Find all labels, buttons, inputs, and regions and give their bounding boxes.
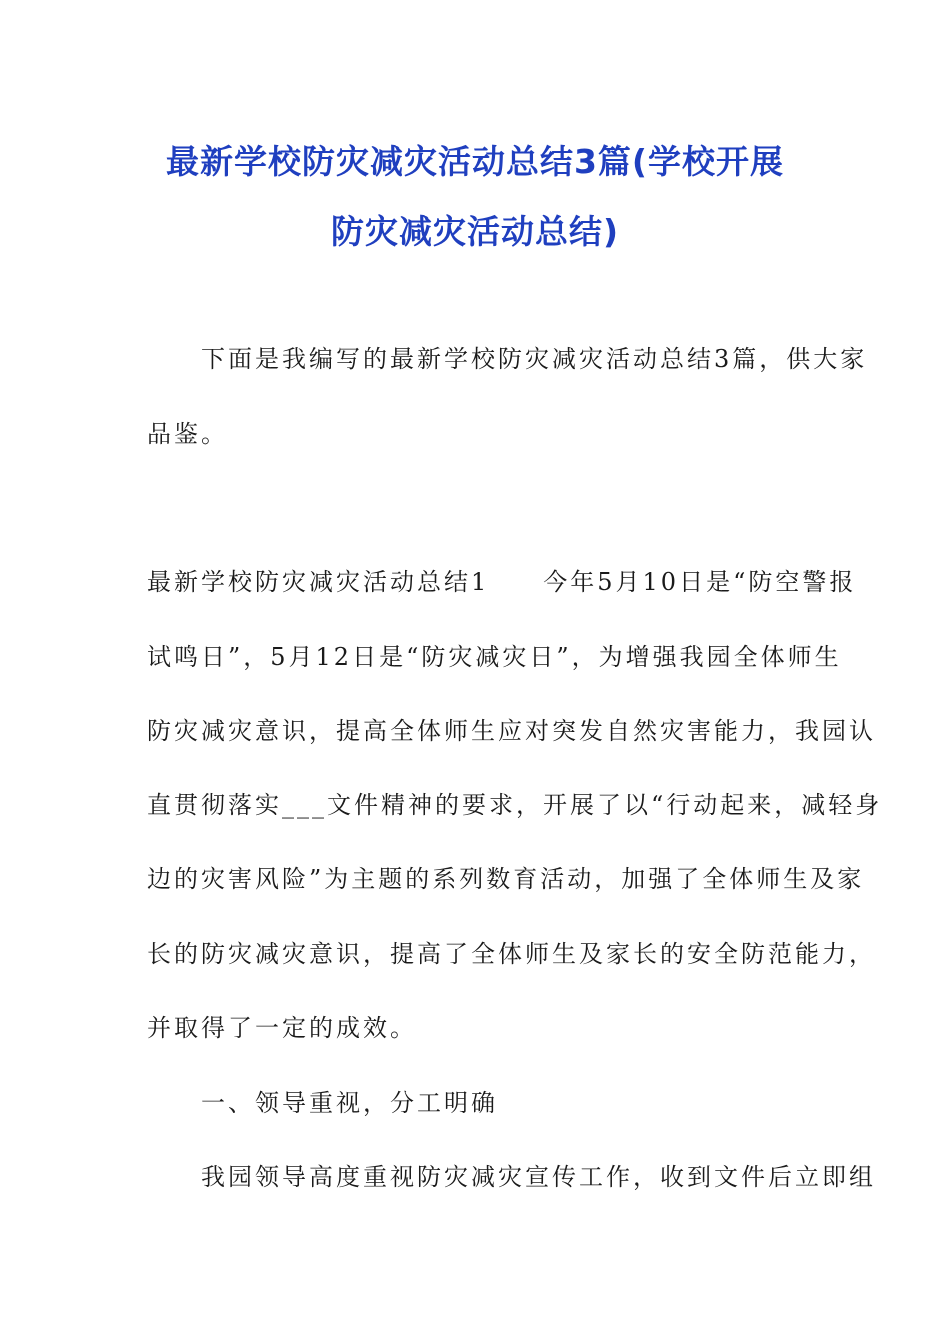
body-line-4: 直贯彻落实___文件精神的要求，开展了以“行动起来，减轻身: [147, 791, 883, 819]
body-line-6: 长的防灾减灾意识，提高了全体师生及家长的安全防范能力，: [147, 940, 876, 968]
paragraph-line: 我园领导高度重视防灾减灾宣传工作，收到文件后立即组: [147, 1163, 876, 1191]
document-title-line-2: 防灾减灾活动总结): [330, 212, 620, 251]
body-line-5: 边的灾害风险”为主题的系列数育活动，加强了全体师生及家: [147, 865, 865, 893]
body-line-7: 并取得了一定的成效。: [147, 1014, 417, 1042]
body-line-2: 试鸣日”，5月12日是“防灾减灾日”，为增强我园全体师生: [147, 643, 842, 671]
section-heading: 一、领导重视，分工明确: [147, 1089, 498, 1117]
body-line-1: 最新学校防灾减灾活动总结1 今年5月10日是“防空警报: [147, 568, 857, 596]
document-title-line-1: 最新学校防灾减灾活动总结3篇(学校开展: [165, 142, 785, 181]
body-line-3: 防灾减灾意识，提高全体师生应对突发自然灾害能力，我园认: [147, 717, 876, 745]
intro-line-1: 下面是我编写的最新学校防灾减灾活动总结3篇，供大家: [147, 345, 868, 373]
intro-line-2: 品鉴。: [147, 420, 228, 448]
